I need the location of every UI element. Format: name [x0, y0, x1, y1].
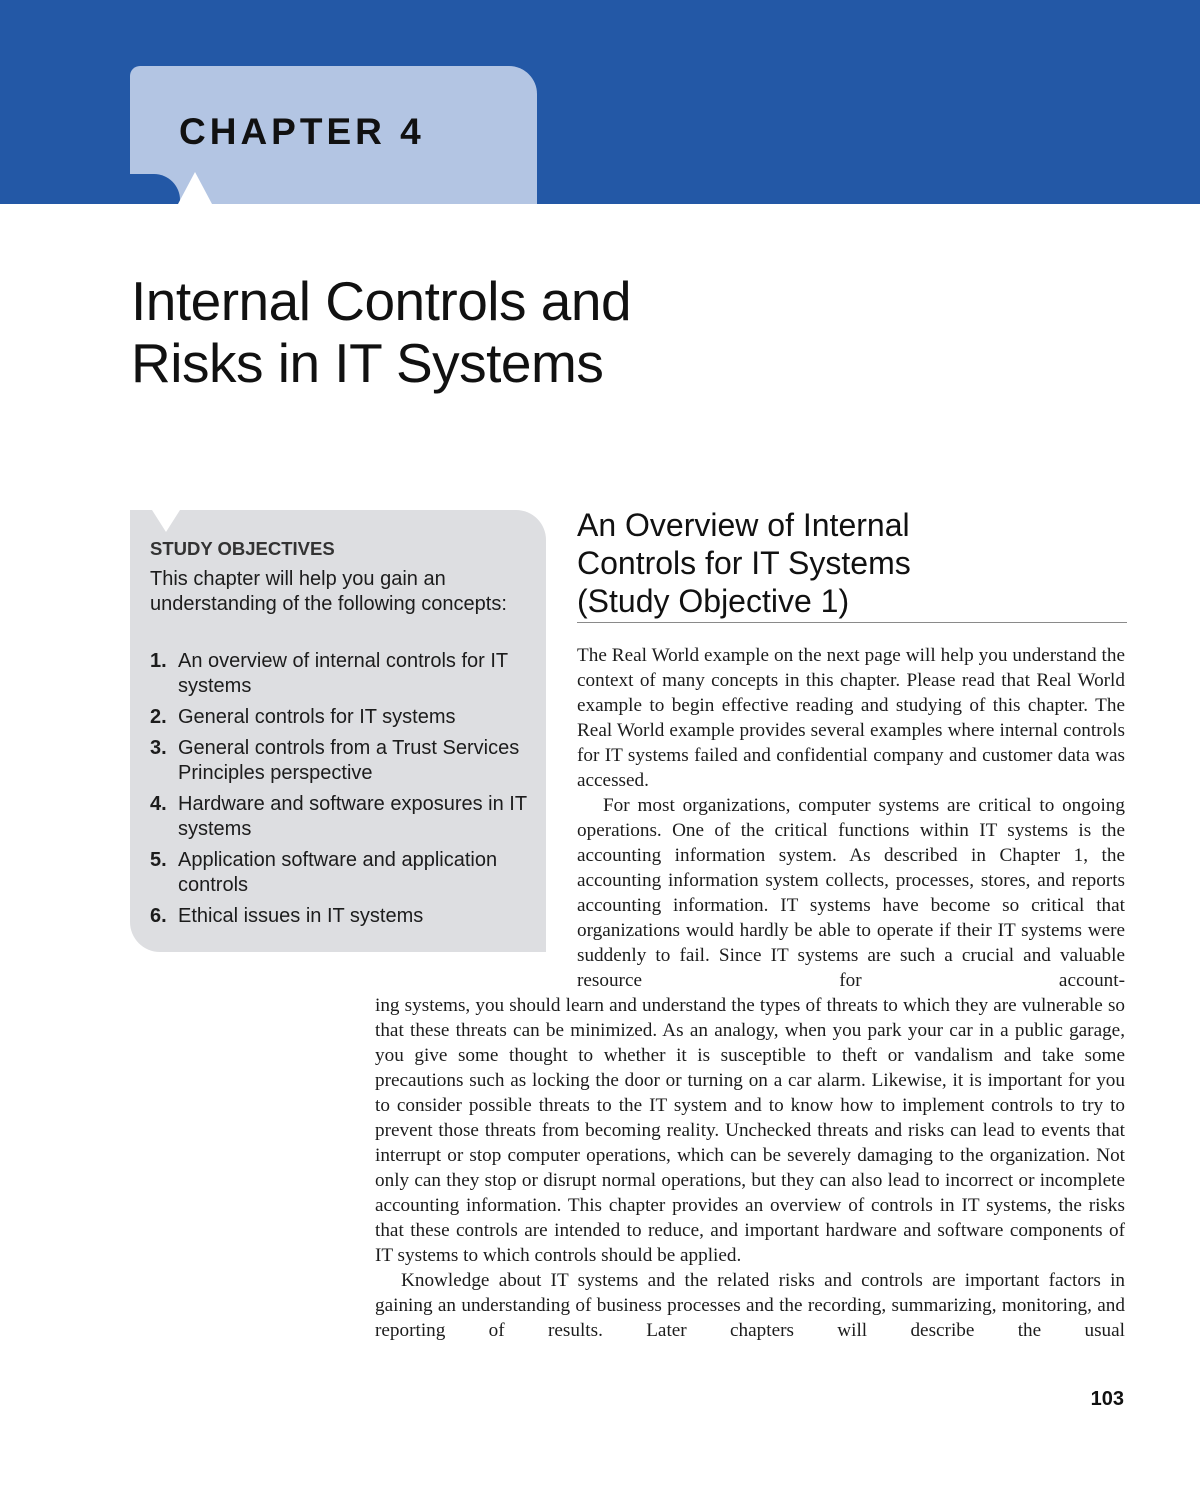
objective-item: [150, 848, 535, 898]
section-heading: [577, 506, 1125, 620]
body-paragraph-1: The Real World example on the next page will help you understand the context of many concepts in this chapter. Please read that Real World example to begin effective reading and studying of this chapter. The Real World example provides several examples where internal controls for IT systems failed and confidential company and customer data was accessed.: [577, 645, 1125, 791]
chapter-title-line-1: Internal Controls and: [131, 270, 632, 332]
objective-number: 6.: [150, 905, 167, 927]
chapter-title-line-2: Risks in IT Systems: [131, 332, 604, 394]
objective-item: [150, 904, 535, 929]
objective-number: 3.: [150, 737, 167, 759]
objective-text: Application software and application controls: [178, 849, 498, 896]
objective-text: Ethical issues in IT systems: [178, 905, 424, 927]
objective-text: Hardware and software exposures in IT systems: [178, 793, 527, 840]
section-rule: [577, 622, 1127, 623]
section-heading-line-1: An Overview of Internal: [577, 507, 910, 543]
section-heading-line-3: (Study Objective 1): [577, 583, 850, 619]
objective-text: An overview of internal controls for IT systems: [178, 650, 508, 697]
body-paragraph-2-start: For most organizations, computer systems are critical to ongoing operations. One of the critical functions within IT systems is the accounting information system. As described in Chapter 1, the accounting information system collects, processes, stores, and reports accounting information. IT systems have become so critical that organizations would hardly be able to operate if their IT systems were suddenly to fail. Since IT systems are such a crucial and valuable resource for account-: [577, 795, 1125, 991]
chapter-title: [131, 270, 631, 394]
body-wide-text: [375, 993, 1125, 1343]
chapter-tab-pointer: [178, 172, 212, 204]
objective-text: General controls for IT systems: [178, 706, 456, 728]
study-objectives-notch: [152, 510, 180, 532]
objective-text: General controls from a Trust Services Principles perspective: [178, 737, 520, 784]
body-column: [577, 643, 1125, 993]
objective-item: [150, 705, 535, 730]
objective-item: [150, 649, 535, 699]
page-number: 103: [1090, 1388, 1124, 1410]
objective-number: 4.: [150, 793, 167, 815]
study-objectives-list: [150, 649, 535, 935]
objective-number: 5.: [150, 849, 167, 871]
body-paragraph-3: Knowledge about IT systems and the related risks and controls are important factors in gaining an understanding of business processes and the recording, summarizing, monitoring, and reporting of results. Later chapters will describe the usual: [375, 1270, 1125, 1341]
study-objectives-heading: STUDY OBJECTIVES: [150, 538, 335, 559]
objective-number: 1.: [150, 650, 167, 672]
chapter-label: CHAPTER 4: [179, 111, 425, 152]
study-objectives-intro: This chapter will help you gain an understanding of the following concepts:: [150, 568, 507, 615]
body-paragraph-2-continued: ing systems, you should learn and understand the types of threats to which they are vulnerable so that these threats can be minimized. As an analogy, when you park your car in a public garage, you give some thought to whether it is susceptible to theft or vandalism and take some precautions such as locking the door or turning on a car alarm. Likewise, it is important for you to consider possible threats to the IT system and to know how to implement controls to try to prevent those threats from becoming reality. Unchecked threats and risks can lead to events that interrupt or stop computer operations, which can be severely damaging to the organization. Not only can they stop or disrupt normal operations, but they can also lead to incorrect or incomplete accounting information. This chapter provides an overview of controls in IT systems, the risks that these controls are intended to reduce, and important hardware and software components of IT systems to which controls should be applied.: [375, 995, 1125, 1266]
section-heading-line-2: Controls for IT Systems: [577, 545, 911, 581]
objective-item: [150, 736, 535, 786]
objective-number: 2.: [150, 706, 167, 728]
objective-item: [150, 792, 535, 842]
